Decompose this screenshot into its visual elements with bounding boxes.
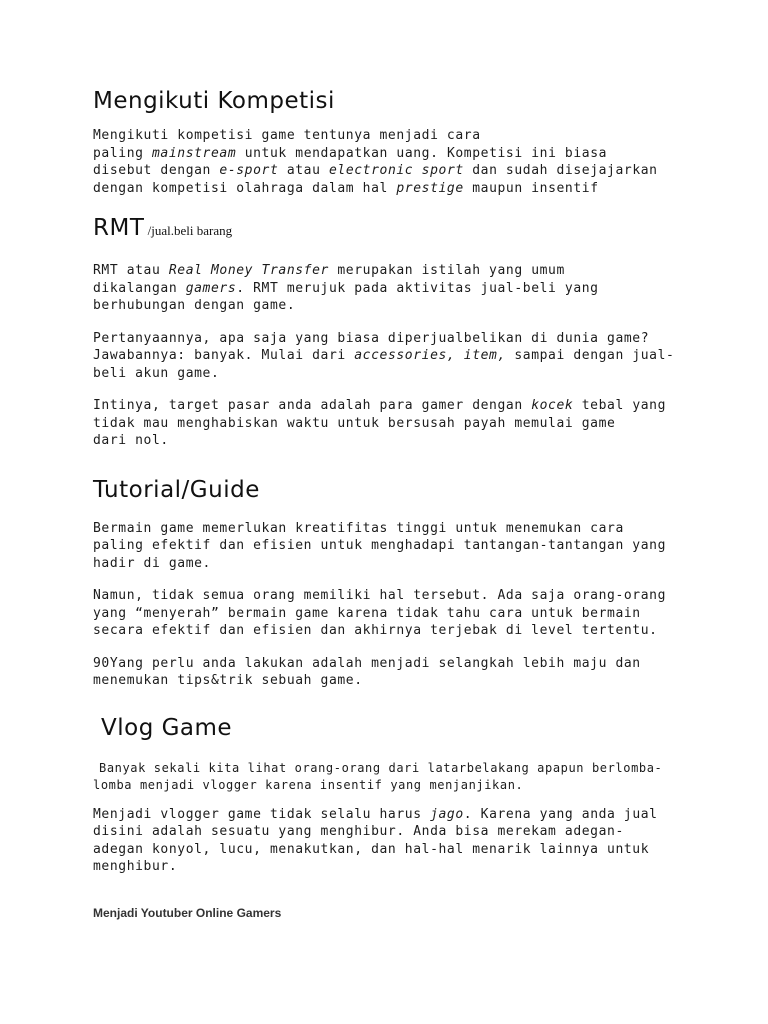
text-line: Pertanyaannya, apa saja yang biasa diperjualbelikan di dunia game? [93, 330, 650, 346]
paragraph-kompetisi [93, 127, 683, 197]
paragraph-vlog-2 [93, 806, 683, 876]
text-line: Banyak sekali kita lihat orang-orang dari latarbelakang apapun berlomba- [99, 760, 663, 775]
italic-term: accessories, item, [354, 348, 506, 363]
paragraph-tutorial-1 [93, 520, 683, 573]
paragraph-vlog-1 [93, 760, 683, 795]
text-span: dengan kompetisi olahraga dalam hal [93, 180, 397, 196]
text-line: menemukan tips&trik sebuah game. [93, 673, 363, 688]
text-line: tidak mau menghabiskan waktu untuk bersusah payah memulai game [93, 415, 616, 431]
text-span: paling [93, 145, 152, 161]
italic-term: prestige [396, 180, 464, 196]
text-line: dari nol. [93, 433, 169, 448]
italic-term: jago [430, 806, 464, 822]
italic-term: Real Money Transfer [168, 263, 329, 278]
text-span: . Karena yang anda jual [463, 806, 658, 822]
heading-rmt-suffix: /jual.beli barang [144, 223, 233, 238]
text-span: dan sudah disejajarkan [463, 163, 658, 178]
footer-heading: Menjadi Youtuber Online Gamers [93, 906, 282, 920]
italic-term: electronic sport [328, 163, 464, 178]
text-line: secara efektif dan efisien dan akhirnya terjebak di level tertentu. [93, 623, 658, 638]
heading-rmt [93, 211, 683, 248]
text-span: Menjadi vlogger game tidak selalu harus [93, 806, 431, 822]
text-line: berhubungan dengan game. [93, 298, 296, 313]
paragraph-tutorial-3 [93, 655, 683, 690]
paragraph-rmt-3 [93, 397, 683, 450]
text-span: Jawabannya: banyak. Mulai dari [93, 348, 355, 363]
text-span: untuk mendapatkan uang. Kompetisi ini biasa [236, 145, 608, 161]
italic-term: gamers [185, 280, 237, 296]
text-span: merupakan istilah yang umum [328, 263, 565, 278]
text-line: yang “menyerah” bermain game karena tidak tahu cara untuk bermain [93, 605, 641, 621]
text-span: disebut dengan [93, 163, 220, 178]
text-line: paling efektif dan efisien untuk menghadapi tantangan-tantangan yang [93, 538, 667, 553]
text-span: . RMT merujuk pada aktivitas jual-beli yang [236, 280, 599, 296]
text-span: maupun insentif [463, 180, 599, 196]
text-line: Namun, tidak semua orang memiliki hal tersebut. Ada saja orang-orang [93, 588, 667, 603]
text-span: RMT atau [93, 263, 169, 278]
heading-tutorial: Tutorial/Guide [93, 476, 260, 503]
paragraph-rmt-2 [93, 330, 683, 383]
text-line: Bermain game memerlukan kreatifitas tinggi untuk menemukan cara [93, 520, 624, 536]
text-line: adegan konyol, lucu, menakutkan, dan hal-hal menarik lainnya untuk [93, 841, 650, 857]
document-page [93, 84, 683, 876]
text-line: hadir di game. [93, 555, 211, 571]
text-line: Mengikuti kompetisi game tentunya menjadi cara [93, 128, 481, 143]
text-line: disini adalah sesuatu yang menghibur. Anda bisa merekam adegan- [93, 824, 624, 839]
text-span: dikalangan [93, 280, 186, 296]
italic-term: e-sport [219, 163, 279, 178]
text-span: Intinya, target pasar anda adalah para gamer dengan [93, 398, 532, 413]
heading-kompetisi: Mengikuti Kompetisi [93, 88, 335, 114]
text-line: lomba menjadi vlogger karena insentif yang menjanjikan. [93, 778, 524, 792]
heading-rmt-label: RMT [93, 215, 145, 241]
heading-vlog: Vlog Game [101, 714, 233, 741]
paragraph-rmt-1 [93, 262, 683, 315]
text-span: tebal yang [573, 398, 667, 413]
text-line: beli akun game. [93, 365, 220, 381]
italic-term: kocek [531, 398, 574, 413]
italic-term: mainstream [152, 145, 237, 161]
text-line: menghibur. [93, 859, 178, 874]
text-span: atau [278, 163, 329, 178]
text-line: 90Yang perlu anda lakukan adalah menjadi selangkah lebih maju dan [93, 655, 641, 671]
text-span: sampai dengan jual- [505, 348, 675, 363]
paragraph-tutorial-2 [93, 587, 683, 640]
